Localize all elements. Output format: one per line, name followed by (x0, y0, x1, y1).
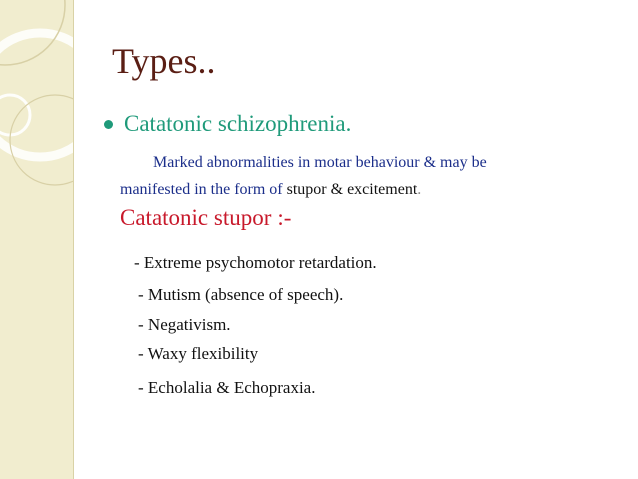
subheading-text: Catatonic stupor (120, 205, 272, 230)
list-item: - Waxy flexibility (138, 344, 259, 363)
list-item: - Mutism (absence of speech). (138, 285, 344, 304)
subheading (120, 205, 291, 231)
paragraph-line-2-text: manifested in the form of (120, 181, 287, 198)
slide-title: Types.. (112, 41, 216, 81)
bullet-item (104, 111, 351, 137)
paragraph-period: . (417, 181, 422, 198)
paragraph-line-2 (120, 181, 421, 199)
list-item: - Negativism. (138, 315, 231, 334)
bullet-dot-icon (104, 120, 113, 129)
bullet-text: Catatonic schizophrenia. (124, 111, 352, 136)
subheading-separator: :- (277, 205, 292, 230)
list-item: - Extreme psychomotor retardation. (134, 253, 377, 272)
paragraph-line-1: Marked abnormalities in motar behaviour & may be (153, 154, 487, 171)
paragraph-emphasis: stupor & excitement (286, 181, 418, 198)
list-item: - Echolalia & Echopraxia. (138, 378, 316, 397)
